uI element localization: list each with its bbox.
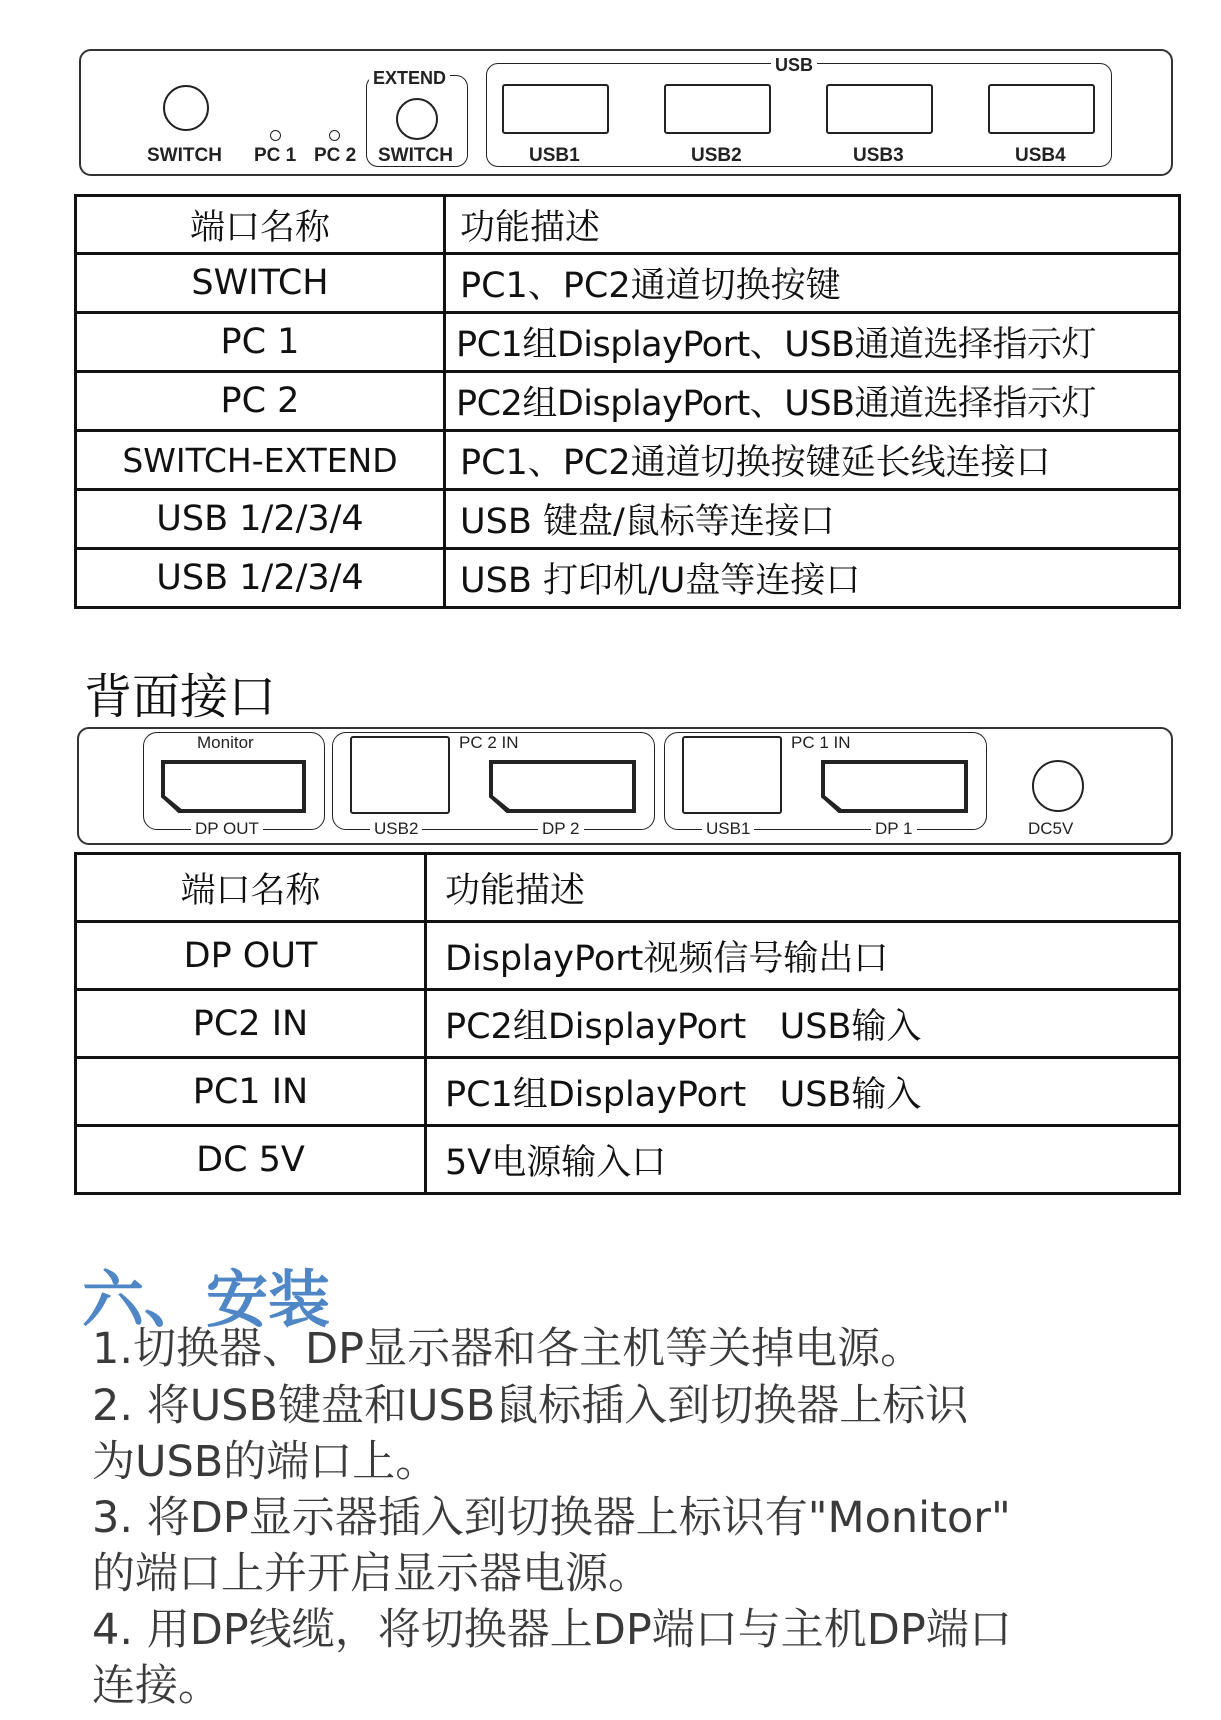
port-name-cell: PC1 IN xyxy=(76,1058,426,1126)
install-step-line: 连接。 xyxy=(92,1661,221,1711)
pc2-usb-port-icon xyxy=(350,736,450,814)
table-row xyxy=(76,990,1180,1058)
table-header-row xyxy=(76,854,1180,922)
usb4-label: USB4 xyxy=(1015,145,1066,166)
header-function: 功能描述 xyxy=(445,196,1180,254)
port-name-cell: USB 1/2/3/4 xyxy=(76,549,445,608)
table-header-row xyxy=(76,196,1180,254)
function-cell: PC1、PC2通道切换按键 xyxy=(445,254,1180,313)
pc2-dp-label: DP 2 xyxy=(538,819,584,839)
table-row xyxy=(76,549,1180,608)
function-cell: USB 键盘/鼠标等连接口 xyxy=(445,490,1180,549)
port-name-cell: SWITCH xyxy=(76,254,445,313)
pc2-usb-label: USB2 xyxy=(370,819,422,839)
port-name-cell: USB 1/2/3/4 xyxy=(76,490,445,549)
pc1-usb-label: USB1 xyxy=(702,819,754,839)
monitor-label: Monitor xyxy=(193,733,258,753)
switch-button-icon xyxy=(163,85,209,131)
usb2-port-icon xyxy=(664,84,771,134)
port-name-cell: DC 5V xyxy=(76,1126,426,1194)
install-step-line: 为USB的端口上。 xyxy=(92,1437,439,1487)
pc2-led-icon xyxy=(329,130,340,141)
table-row xyxy=(76,922,1180,990)
pc1-led-icon xyxy=(270,130,281,141)
table-row xyxy=(76,313,1180,372)
function-cell: PC2组DisplayPort、USB通道选择指示灯 xyxy=(445,372,1180,431)
usb3-label: USB3 xyxy=(853,145,904,166)
front-port-table xyxy=(74,194,1181,609)
table-row xyxy=(76,1126,1180,1194)
function-cell: PC1组DisplayPort、USB通道选择指示灯 xyxy=(445,313,1180,372)
rear-panel-diagram xyxy=(77,727,1173,845)
rear-interface-heading: 背面接口 xyxy=(84,669,277,725)
usb3-port-icon xyxy=(826,84,933,134)
install-step-line: 2. 将USB键盘和USB鼠标插入到切换器上标识 xyxy=(92,1381,969,1431)
usb-group-label: USB xyxy=(771,55,817,76)
pc2-dp-port-icon xyxy=(489,760,636,813)
pc1-dp-port-icon xyxy=(821,760,968,813)
usb4-port-icon xyxy=(988,84,1095,134)
function-cell: PC1、PC2通道切换按键延长线连接口 xyxy=(445,431,1180,490)
table-row xyxy=(76,1058,1180,1126)
header-port-name: 端口名称 xyxy=(76,196,445,254)
table-row xyxy=(76,254,1180,313)
function-cell: PC1组DisplayPort USB输入 xyxy=(426,1058,1180,1126)
table-row xyxy=(76,431,1180,490)
usb1-port-icon xyxy=(502,84,609,134)
function-cell: PC2组DisplayPort USB输入 xyxy=(426,990,1180,1058)
extend-label: EXTEND xyxy=(369,68,450,89)
port-name-cell: DP OUT xyxy=(76,922,426,990)
usb1-label: USB1 xyxy=(529,145,580,166)
extend-switch-label: SWITCH xyxy=(378,145,453,166)
port-name-cell: PC 2 xyxy=(76,372,445,431)
dc-power-jack-icon xyxy=(1032,760,1084,812)
install-step-line: 1.切换器、DP显示器和各主机等关掉电源。 xyxy=(92,1324,924,1374)
header-port-name: 端口名称 xyxy=(76,854,426,922)
table-row xyxy=(76,490,1180,549)
port-name-cell: SWITCH-EXTEND xyxy=(76,431,445,490)
dp-out-label: DP OUT xyxy=(191,819,263,839)
pc2-led-label: PC 2 xyxy=(314,145,357,166)
pc1-led-label: PC 1 xyxy=(254,145,297,166)
front-panel-diagram xyxy=(79,49,1173,176)
usb2-label: USB2 xyxy=(691,145,742,166)
pc1-usb-port-icon xyxy=(682,736,782,814)
pc1-in-label: PC 1 IN xyxy=(787,733,855,753)
table-row xyxy=(76,372,1180,431)
dp-out-port-icon xyxy=(161,760,306,813)
port-name-cell: PC2 IN xyxy=(76,990,426,1058)
install-step-line: 的端口上并开启显示器电源。 xyxy=(92,1549,651,1599)
pc1-dp-label: DP 1 xyxy=(871,819,917,839)
extend-switch-icon xyxy=(396,98,438,140)
install-step-line: 4. 用DP线缆，将切换器上DP端口与主机DP端口 xyxy=(92,1605,1012,1655)
header-function: 功能描述 xyxy=(426,854,1180,922)
install-section-title: 六、安装 xyxy=(82,1263,331,1336)
function-cell: DisplayPort视频信号输出口 xyxy=(426,922,1180,990)
function-cell: USB 打印机/U盘等连接口 xyxy=(445,549,1180,608)
rear-port-table xyxy=(74,852,1181,1195)
install-step-line: 3. 将DP显示器插入到切换器上标识有"Monitor" xyxy=(92,1493,1011,1543)
pc2-in-label: PC 2 IN xyxy=(455,733,523,753)
dc5v-label: DC5V xyxy=(1028,819,1074,838)
port-name-cell: PC 1 xyxy=(76,313,445,372)
switch-label: SWITCH xyxy=(147,145,222,166)
function-cell: 5V电源输入口 xyxy=(426,1126,1180,1194)
